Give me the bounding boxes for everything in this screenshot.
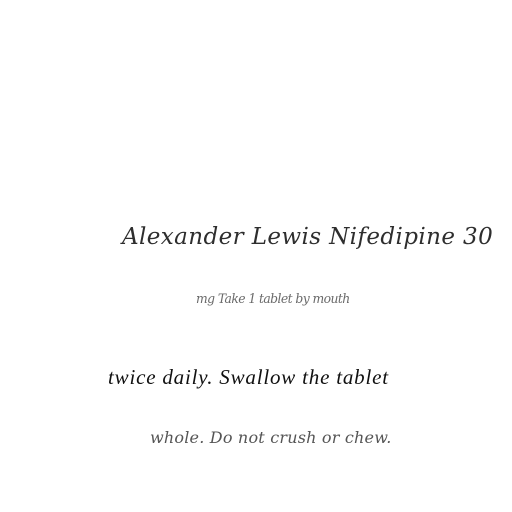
dosage-instruction-line: mg Take 1 tablet by mouth (196, 292, 350, 307)
frequency-instruction-line: twice daily. Swallow the tablet (108, 365, 389, 389)
patient-and-medication-line: Alexander Lewis Nifedipine 30 (122, 224, 494, 250)
warning-instruction-line: whole. Do not crush or chew. (150, 428, 392, 447)
